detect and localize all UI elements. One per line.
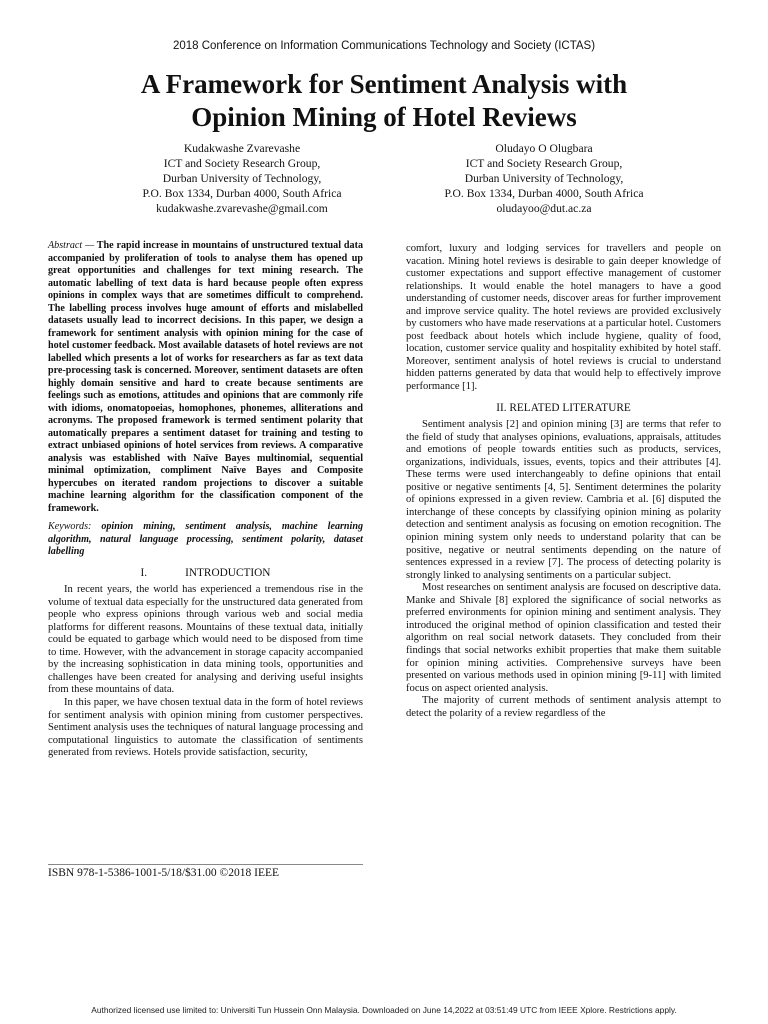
abstract-text: The rapid increase in mountains of unstructured textual data accompanied by proliferation of tools to analyse them has opened up great opportunities and challenges for text mining research. The automatic labelling of text data is hard because people often express opinions in complex ways that are sometimes difficult to comprehend. The labelling process involves huge amount of efforts and mislabelled datasets usually lead to incorrect decisions. In this paper, we design a framework for sentiment analysis with opinion mining for the case of hotel customer feedback. Most available datasets of hotel reviews are not labelled which presents a lot of works for researchers as far as text data pre-processing task is concerned. Moreover, sentiment datasets are often highly domain sensitive and hard to create because sentiments are feelings such as emotions, attitudes and opinions that are commonly rife with idioms, onomatopoeias, homophones, phonemes, alliterations and acronyms. The proposed framework is termed sentiment polarity that automatically prepares a sentiment dataset for training and testing to extract unbiased opinions of hotel services from reviews. A comparative analysis was established with Naïve Bayes multinomial, sequential minimal optimization, compliment Naïve Bayes and Composite hypercubes on iterated random projections to discover a suitable machine learning algorithm for the classification component of the framework. — [48, 240, 363, 514]
author-name: Oludayo O Olugbara — [495, 142, 593, 155]
author-email: kudakwashe.zvarevashe@gmail.com — [156, 202, 328, 215]
paragraph: In recent years, the world has experienced a tremendous rise in the volume of textual data especially for the unstructured data generated from people who express opinions through various web and social media platforms for different reasons. Mountains of these textual data, initially could be equated to garbage which would need to be disposed from time to time. However, with the advancement in storage capacity accompanied by the increasing sophistication in data mining tools, opportunities and challenges have been created for analysing and deriving useful insights from these mountains of data. — [48, 584, 363, 696]
paragraph: comfort, luxury and lodging services for travellers and people on vacation. Mining hotel reviews is desirable to gain deeper knowledge of customer expectations and support effective management of customer relationships. It would enable the hotel managers to have a good understanding of customer needs, discover areas for further improvement and improve service quality. The hotel reviews are provided exclusively by customers who have made reservations at a particular hotel. Customers post feedback about hotels which include hygiene, quality of food, location, customer service quality and hospitality exhibited by hotel staff. Moreover, sentiment analysis of hotel reviews is crucial to understand hidden patterns generated by data that would help to effectively improve performance [1]. — [406, 243, 721, 393]
abstract-label: Abstract — — [48, 240, 95, 251]
author-address: P.O. Box 1334, Durban 4000, South Africa — [444, 187, 644, 200]
keywords-text: opinion mining, sentiment analysis, machine learning algorithm, natural language processing, sentiment polarity, dataset labelling — [48, 521, 363, 557]
isbn-line: ISBN 978-1-5386-1001-5/18/$31.00 ©2018 IEEE — [48, 867, 280, 879]
author-affiliation: Durban University of Technology, — [464, 172, 624, 185]
author-affiliation: ICT and Society Research Group, — [163, 157, 321, 170]
keywords-label: Keywords: — [48, 521, 92, 532]
section-heading-introduction — [48, 567, 363, 580]
author-email: oludayoo@dut.ac.za — [496, 202, 592, 215]
left-column — [48, 240, 363, 760]
footnote-divider — [48, 864, 363, 865]
paragraph: In this paper, we have chosen textual data in the form of hotel reviews for sentiment analysis with opinion mining from customer perspectives. Sentiment analysis uses the techniques of natural language processing and computational linguistics to automate the classification of sentiments generated from reviews. Hotels provide satisfaction, security, — [48, 696, 363, 759]
paragraph: The majority of current methods of sentiment analysis attempt to detect the polarity of a review regardless of the — [406, 695, 721, 719]
section-title: INTRODUCTION — [185, 566, 271, 579]
author-affiliation: ICT and Society Research Group, — [465, 157, 623, 170]
author-address: P.O. Box 1334, Durban 4000, South Africa — [142, 187, 342, 200]
author-block-1 — [112, 141, 372, 216]
paragraph: Sentiment analysis [2] and opinion mining [3] are terms that refer to the field of study that analyses opinions, evaluations, appraisals, attitudes and emotions of people towards entities such as products, services, organizations, individuals, issues, events, topics and their attributes [4]. These terms were used interchangeably to define opinions that entail positive or negative sentiments [4, 5]. Sentiment determines the polarity of opinions expressed in a given review. Cambria et al. [6] disputed the interchange of these concepts by classifying opinion mining as polarity detection and sentiment analysis as focusing on emotion recognition. The opinion mining system only needs to understand polarity that can be positive, negative or neutral sentiments depending on the nature of sentences expressed in a review [7]. The process of detecting polarity is strongly linked to analysing sentiments on a particular subject. — [406, 419, 721, 581]
author-affiliation: Durban University of Technology, — [162, 172, 322, 185]
keywords — [48, 521, 363, 559]
paper-title-line-1: A Framework for Sentiment Analysis with — [140, 69, 628, 99]
author-block-2 — [414, 141, 674, 216]
section-number: I. — [140, 566, 148, 579]
license-footer: Authorized licensed use limited to: Universiti Tun Hussein Onn Malaysia. Downloaded on June 14,2022 at 03:51:49 UTC from IEEE Xplore. Restrictions apply. — [91, 1005, 677, 1015]
paragraph: Most researches on sentiment analysis are focused on descriptive data. Manke and Shivale [8] explored the significance of social networks as preferred environments for opinion mining and sentiment analysis. They introduced the original method of opinion classification and tested their algorithm on real social network datasets. They concluded from their findings that social networks exhibit properties that make them suitable for opinion mining activities. Comprehensive surveys have been presented on various methods used in opinion mining [9-11] with limited focus on aspect oriented analysis. — [406, 582, 721, 694]
abstract — [48, 240, 363, 515]
right-column — [406, 243, 721, 720]
section-heading-related-literature: II. RELATED LITERATURE — [496, 401, 631, 414]
conference-header: 2018 Conference on Information Communications Technology and Society (ICTAS) — [172, 40, 596, 52]
author-name: Kudakwashe Zvarevashe — [183, 142, 301, 155]
paper-title — [0, 68, 768, 134]
paper-title-line-2: Opinion Mining of Hotel Reviews — [191, 102, 577, 132]
